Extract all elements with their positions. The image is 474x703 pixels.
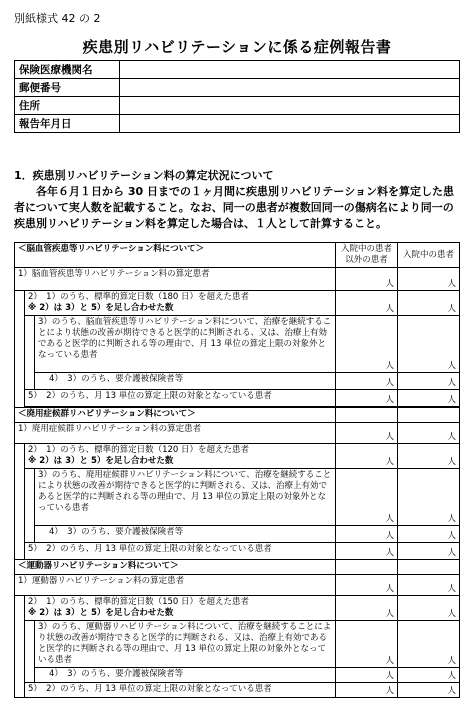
header-fields-table [14, 60, 460, 133]
motor-header-blank-2 [398, 560, 460, 575]
field-label-address: 住所 [15, 97, 120, 115]
indent-cell [25, 621, 35, 683]
cerebro-row-3: 3）のうち、脳血管疾患等リハビリテーション料について、治療を継続することにより状態の改善が期待できると医学的に判断される、又は、治療上有効であると医学的に判断される等の理由で、月 13 単位の算定上限の対象外となっている患者 [35, 316, 336, 373]
disuse-row-3-inpatient[interactable]: 人 [398, 469, 460, 526]
cerebro-row-3-inpatient[interactable]: 人 [398, 316, 460, 373]
disuse-row-2 [25, 444, 336, 469]
cerebro-row-4-inpatient[interactable]: 人 [398, 373, 460, 390]
cerebro-row-5: 5） 2）のうち、月 13 単位の算定上限の対象となっている患者 [25, 390, 336, 407]
motor-row-5-outpatient[interactable]: 人 [336, 683, 398, 698]
motor-section-title: ＜運動器リハビリテーション料について＞ [15, 560, 336, 575]
disuse-row-4: 4） 3）のうち、要介護被保険者等 [35, 526, 336, 543]
motor-note: ※ 2）は 3）と 5）を足し合わせた数 [28, 608, 174, 618]
motor-row-2 [25, 596, 336, 621]
disuse-row-2-text: 2） 1）のうち、標準的算定日数（120 日）を超えた患者 [28, 445, 249, 455]
disuse-row-3: 3）のうち、廃用症候群リハビリテーション料について、治療を継続することにより状態の改善が期待できると医学的に判断される、又は、治療上有効であると医学的に判断される等の理由で、月 13 単位の算定上限の対象外となっている患者 [35, 469, 336, 526]
disuse-header-blank-1 [336, 408, 398, 423]
motor-row-3-outpatient[interactable]: 人 [336, 621, 398, 668]
cerebro-row-1-inpatient[interactable]: 人 [398, 268, 460, 291]
col-header-inpatient: 入院中の患者 [398, 243, 460, 268]
cerebro-row-3-outpatient[interactable]: 人 [336, 316, 398, 373]
motor-row-1: 1）運動器リハビリテーション料の算定患者 [15, 575, 336, 596]
indent-cell [25, 469, 35, 543]
field-label-postal: 郵便番号 [15, 79, 120, 97]
field-value-postal[interactable] [120, 79, 460, 97]
col-header-outpatient: 入院中の患者以外の患者 [336, 243, 398, 268]
motor-row-4-inpatient[interactable]: 人 [398, 668, 460, 683]
indent-cell [25, 316, 35, 390]
disuse-row-4-inpatient[interactable]: 人 [398, 526, 460, 543]
disuse-row-2-inpatient[interactable]: 人 [398, 444, 460, 469]
field-row-institution [15, 61, 460, 79]
motor-row-5-inpatient[interactable]: 人 [398, 683, 460, 698]
motor-row-1-inpatient[interactable]: 人 [398, 575, 460, 596]
cerebro-row-2-outpatient[interactable]: 人 [336, 291, 398, 316]
form-number: 別紙様式 42 の 2 [14, 12, 101, 25]
section-heading: 1．疾患別リハビリテーション料の算定状況について [14, 169, 274, 182]
disuse-row-2-outpatient[interactable]: 人 [336, 444, 398, 469]
disuse-row-1-outpatient[interactable]: 人 [336, 423, 398, 444]
field-row-address [15, 97, 460, 115]
cerebro-row-1-outpatient[interactable]: 人 [336, 268, 398, 291]
disuse-row-5: 5） 2）のうち、月 13 単位の算定上限の対象となっている患者 [25, 543, 336, 560]
indent-cell [15, 291, 25, 408]
disuse-header-blank-2 [398, 408, 460, 423]
motor-row-2-text: 2） 1）のうち、標準的算定日数（150 日）を超えた患者 [28, 597, 249, 607]
indent-cell [15, 596, 25, 698]
disuse-row-4-outpatient[interactable]: 人 [336, 526, 398, 543]
cerebro-row-4: 4） 3）のうち、要介護被保険者等 [35, 373, 336, 390]
instructions-paragraph: 各年６月１日から 30 日までの１ヶ月間に疾患別リハビリテーション料を算定した患者について実人数を記載すること。なお、同一の患者が複数回同一の傷病名により同一の疾患別リハビリテーション料を算定した場合は、１人として計算すること。 [14, 185, 454, 230]
rehab-count-table [14, 242, 460, 698]
field-row-report-date [15, 115, 460, 133]
cerebro-row-4-outpatient[interactable]: 人 [336, 373, 398, 390]
disuse-row-3-outpatient[interactable]: 人 [336, 469, 398, 526]
field-value-address[interactable] [120, 97, 460, 115]
motor-header-blank-1 [336, 560, 398, 575]
field-label-report-date: 報告年月日 [15, 115, 120, 133]
disuse-note: ※ 2）は 3）と 5）を足し合わせた数 [28, 456, 174, 466]
disuse-row-1: 1）廃用症候群リハビリテーション料の算定患者 [15, 423, 336, 444]
disuse-row-1-inpatient[interactable]: 人 [398, 423, 460, 444]
page-title: 疾患別リハビリテーションに係る症例報告書 [82, 38, 392, 56]
cerebro-row-2-text: 2） 1）のうち、標準的算定日数（180 日）を超えた患者 [28, 292, 249, 302]
cerebro-section-title: ＜脳血管疾患等リハビリテーション料について＞ [15, 243, 336, 268]
motor-row-1-outpatient[interactable]: 人 [336, 575, 398, 596]
field-value-institution[interactable] [120, 61, 460, 79]
field-label-institution: 保険医療機関名 [15, 61, 120, 79]
motor-row-3-inpatient[interactable]: 人 [398, 621, 460, 668]
cerebro-note: ※ 2）は 3）と 5）を足し合わせた数 [28, 303, 174, 313]
cerebro-row-2 [25, 291, 336, 316]
motor-row-2-inpatient[interactable]: 人 [398, 596, 460, 621]
motor-row-2-outpatient[interactable]: 人 [336, 596, 398, 621]
cerebro-row-5-inpatient[interactable]: 人 [398, 390, 460, 407]
field-row-postal [15, 79, 460, 97]
motor-row-3: 3）のうち、運動器リハビリテーション料について、治療を継続することにより状態の改善が期待できると医学的に判断される、又は、治療上有効であると医学的に判断される等の理由で、月 13 単位の算定上限の対象外となっている患者 [35, 621, 336, 668]
motor-row-4: 4） 3）のうち、要介護被保険者等 [35, 668, 336, 683]
disuse-section-title: ＜廃用症候群リハビリテーション料について＞ [15, 408, 336, 423]
disuse-row-5-outpatient[interactable]: 人 [336, 543, 398, 560]
cerebro-row-5-outpatient[interactable]: 人 [336, 390, 398, 407]
motor-row-5: 5） 2）のうち、月 13 単位の算定上限の対象となっている患者 [25, 683, 336, 698]
field-value-report-date[interactable] [120, 115, 460, 133]
cerebro-row-1: 1）脳血管疾患等リハビリテーション料の算定患者 [15, 268, 336, 291]
motor-row-4-outpatient[interactable]: 人 [336, 668, 398, 683]
cerebro-row-2-inpatient[interactable]: 人 [398, 291, 460, 316]
disuse-row-5-inpatient[interactable]: 人 [398, 543, 460, 560]
indent-cell [15, 444, 25, 560]
